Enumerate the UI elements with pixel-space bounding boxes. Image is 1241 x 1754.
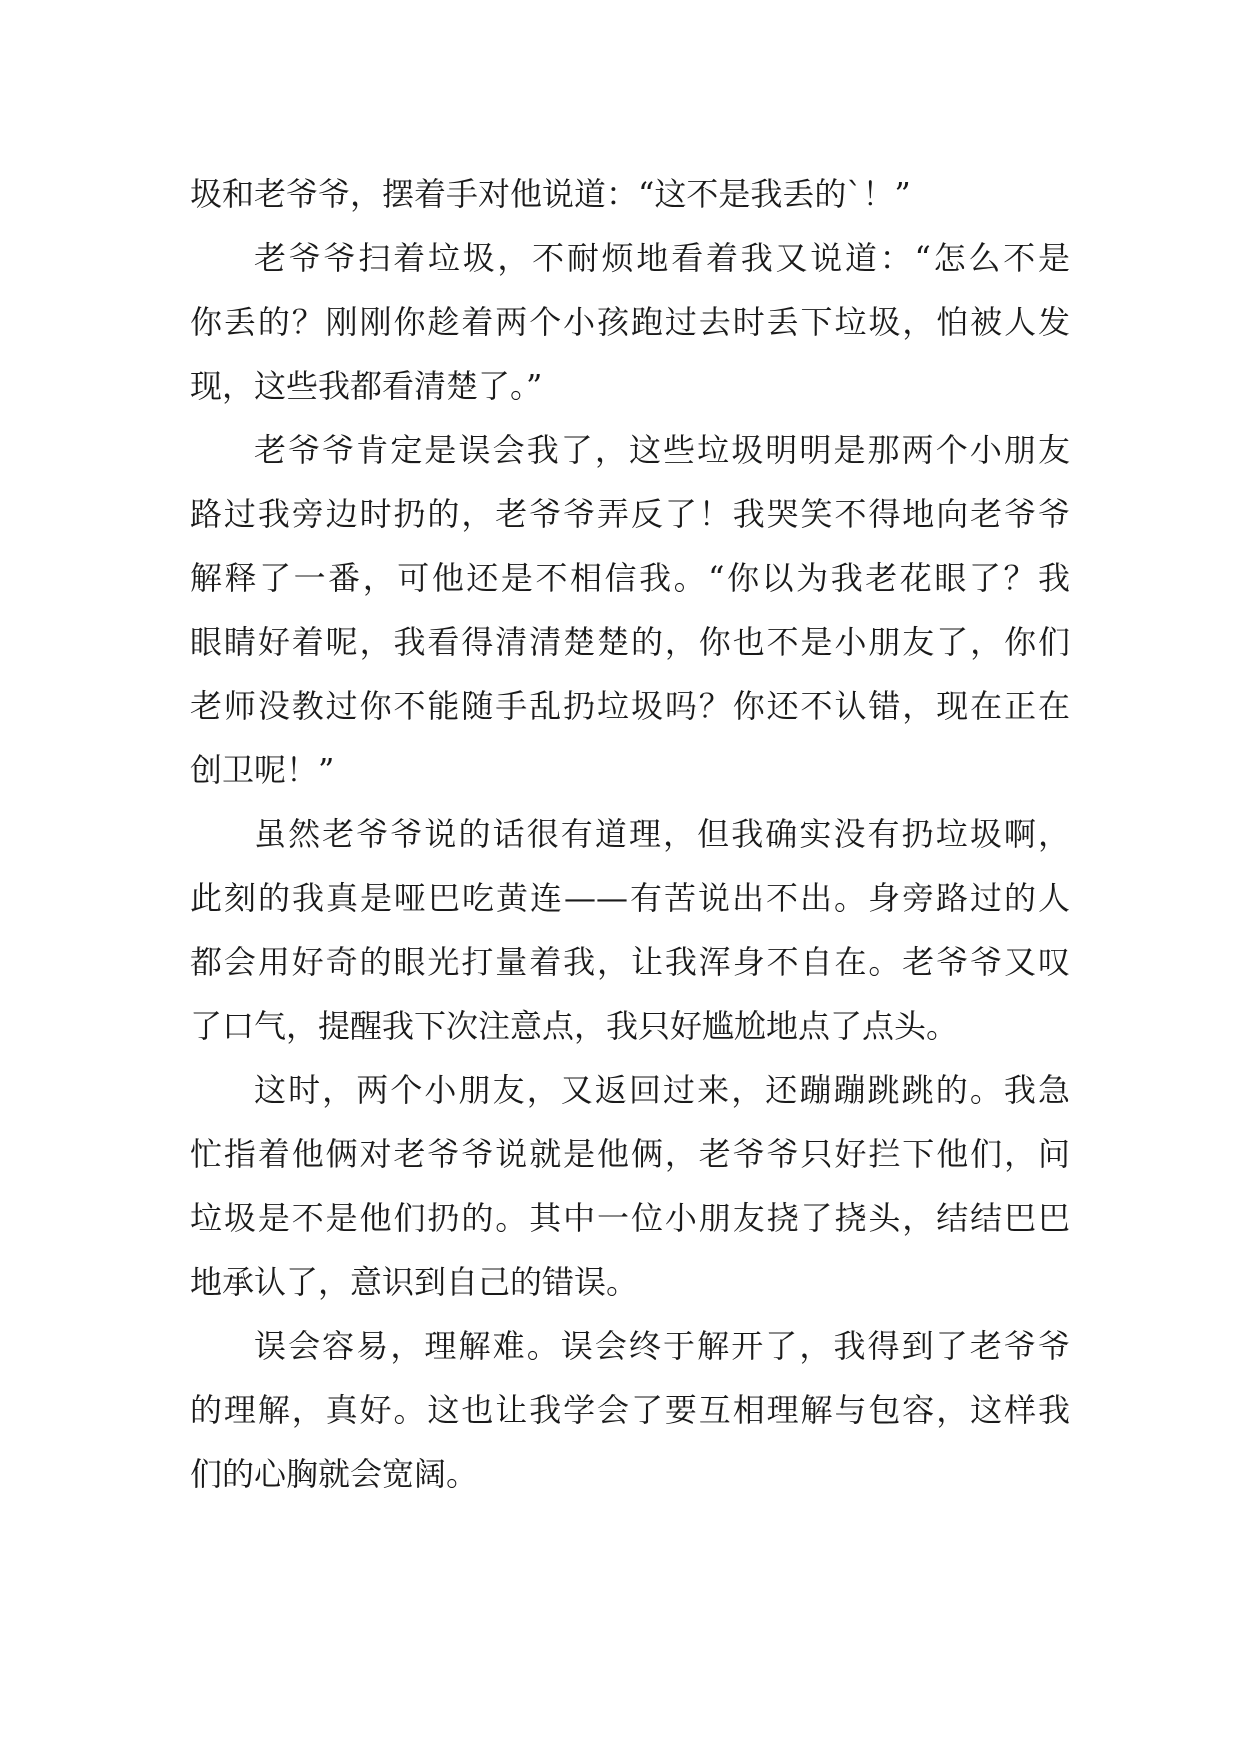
document-body xyxy=(190,162,1070,1506)
text-line: 了口气，提醒我下次注意点，我只好尴尬地点了点头。 xyxy=(190,1007,959,1045)
text-line: 路过我旁边时扔的，老爷爷弄反了！我哭笑不得地向老爷爷 xyxy=(190,495,1070,533)
text-line: 眼睛好着呢，我看得清清楚楚的，你也不是小朋友了，你们 xyxy=(190,623,1070,661)
text-line: 虽然老爷爷说的话很有道理，但我确实没有扔垃圾啊， xyxy=(254,815,1070,853)
text-line: 这时，两个小朋友，又返回过来，还蹦蹦跳跳的。我急 xyxy=(254,1071,1070,1109)
text-line: 此刻的我真是哑巴吃黄连——有苦说出不出。身旁路过的人 xyxy=(190,879,1070,917)
text-line: 的理解，真好。这也让我学会了要互相理解与包容，这样我 xyxy=(190,1391,1070,1429)
text-line: 老师没教过你不能随手乱扔垃圾吗？你还不认错，现在正在 xyxy=(190,687,1070,725)
text-line: 老爷爷扫着垃圾，不耐烦地看着我又说道：“怎么不是 xyxy=(254,239,1070,277)
text-line: 误会容易，理解难。误会终于解开了，我得到了老爷爷 xyxy=(254,1327,1070,1365)
text-line: 老爷爷肯定是误会我了，这些垃圾明明是那两个小朋友 xyxy=(254,431,1070,469)
text-line: 圾和老爷爷，摆着手对他说道：“这不是我丢的`！” xyxy=(190,175,911,213)
text-line: 你丢的？刚刚你趁着两个小孩跑过去时丢下垃圾，怕被人发 xyxy=(190,303,1070,341)
text-line: 们的心胸就会宽阔。 xyxy=(190,1455,479,1493)
text-line: 解释了一番，可他还是不相信我。“你以为我老花眼了？我 xyxy=(190,559,1070,597)
text-line: 垃圾是不是他们扔的。其中一位小朋友挠了挠头，结结巴巴 xyxy=(190,1199,1070,1237)
text-line: 创卫呢！” xyxy=(190,751,335,789)
text-line: 都会用好奇的眼光打量着我，让我浑身不自在。老爷爷又叹 xyxy=(190,943,1070,981)
text-line: 地承认了，意识到自己的错误。 xyxy=(190,1263,639,1301)
text-line: 忙指着他俩对老爷爷说就是他俩，老爷爷只好拦下他们，问 xyxy=(190,1135,1070,1173)
text-line: 现，这些我都看清楚了。” xyxy=(190,367,543,405)
